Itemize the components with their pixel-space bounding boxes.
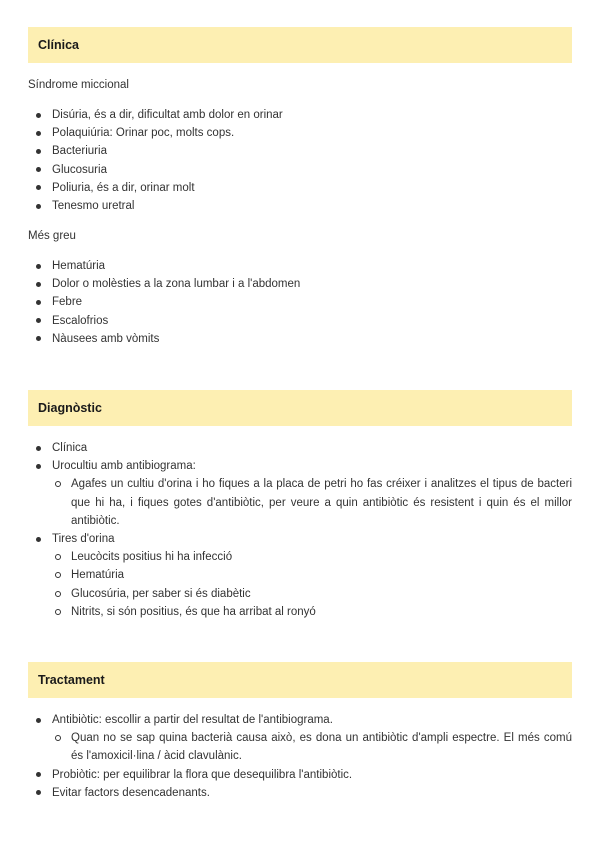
section-title: Clínica bbox=[38, 38, 79, 52]
list-item-text: Urocultiu amb antibiograma: bbox=[52, 460, 196, 473]
sub-list bbox=[52, 548, 572, 621]
list-item-text: Antibiòtic: escollir a partir del resultat de l'antibiograma. bbox=[52, 714, 333, 726]
sub-list-item: Agafes un cultiu d'orina i ho fiques a la placa de petri ho fas créixer i analitzes el tipus de bacteri que hi ha, i fiques gotes d'antibiòtic, per veure a quin antibiòtic és resistent i quin és el millor antibiòtic. bbox=[52, 475, 572, 530]
sub-list-item: Quan no se sap quina bacterià causa això, es dona un antibiòtic d'ampli espectre. El més comú és l'amoxicil·lina / àcid clavulànic. bbox=[52, 729, 572, 765]
list-item bbox=[28, 530, 572, 621]
sub-list-item: Hematúria bbox=[52, 566, 572, 584]
list-item: Poliuria, és a dir, orinar molt bbox=[28, 179, 572, 197]
list-item-text: Probiòtic: per equilibrar la flora que desequilibra l'antibiòtic. bbox=[52, 768, 353, 781]
sub-list bbox=[52, 475, 572, 530]
section-header-clinica bbox=[28, 27, 572, 63]
list-item-text: Clínica bbox=[52, 442, 88, 454]
paragraph-mes-greu: Més greu bbox=[28, 230, 76, 242]
list-item: Glucosuria bbox=[28, 161, 572, 179]
list-item: Febre bbox=[28, 293, 572, 311]
list-item bbox=[28, 457, 572, 530]
section-title: Diagnòstic bbox=[38, 401, 102, 415]
severe-symptoms-list bbox=[28, 257, 572, 348]
list-item: Polaquiúria: Orinar poc, molts cops. bbox=[28, 124, 572, 142]
list-item: Escalofrios bbox=[28, 312, 572, 330]
treatment-list bbox=[28, 711, 572, 802]
sub-list-item: Leucòcits positius hi ha infecció bbox=[52, 548, 572, 566]
list-item bbox=[28, 439, 572, 457]
list-item: Tenesmo uretral bbox=[28, 197, 572, 215]
list-item: Bacteriuria bbox=[28, 142, 572, 160]
section-header-diagnostic bbox=[28, 390, 572, 426]
list-item: Hematúria bbox=[28, 257, 572, 275]
section-title: Tractament bbox=[38, 673, 105, 687]
paragraph-sindrome-miccional: Síndrome miccional bbox=[28, 79, 129, 91]
symptoms-list bbox=[28, 106, 572, 215]
sub-list-item: Nitrits, si són positius, és que ha arribat al ronyó bbox=[52, 603, 572, 621]
sub-list bbox=[52, 729, 572, 765]
list-item-text: Evitar factors desencadenants. bbox=[52, 786, 210, 799]
list-item bbox=[28, 766, 572, 784]
list-item-text: Tires d'orina bbox=[52, 533, 115, 546]
list-item: Dolor o molèsties a la zona lumbar i a l'abdomen bbox=[28, 275, 572, 293]
list-item bbox=[28, 784, 572, 802]
list-item bbox=[28, 711, 572, 766]
sub-list-item: Glucosúria, per saber si és diabètic bbox=[52, 585, 572, 603]
list-item: Disúria, és a dir, dificultat amb dolor en orinar bbox=[28, 106, 572, 124]
list-item: Nàusees amb vòmits bbox=[28, 330, 572, 348]
diagnostic-list bbox=[28, 439, 572, 621]
section-header-tractament bbox=[28, 662, 572, 698]
